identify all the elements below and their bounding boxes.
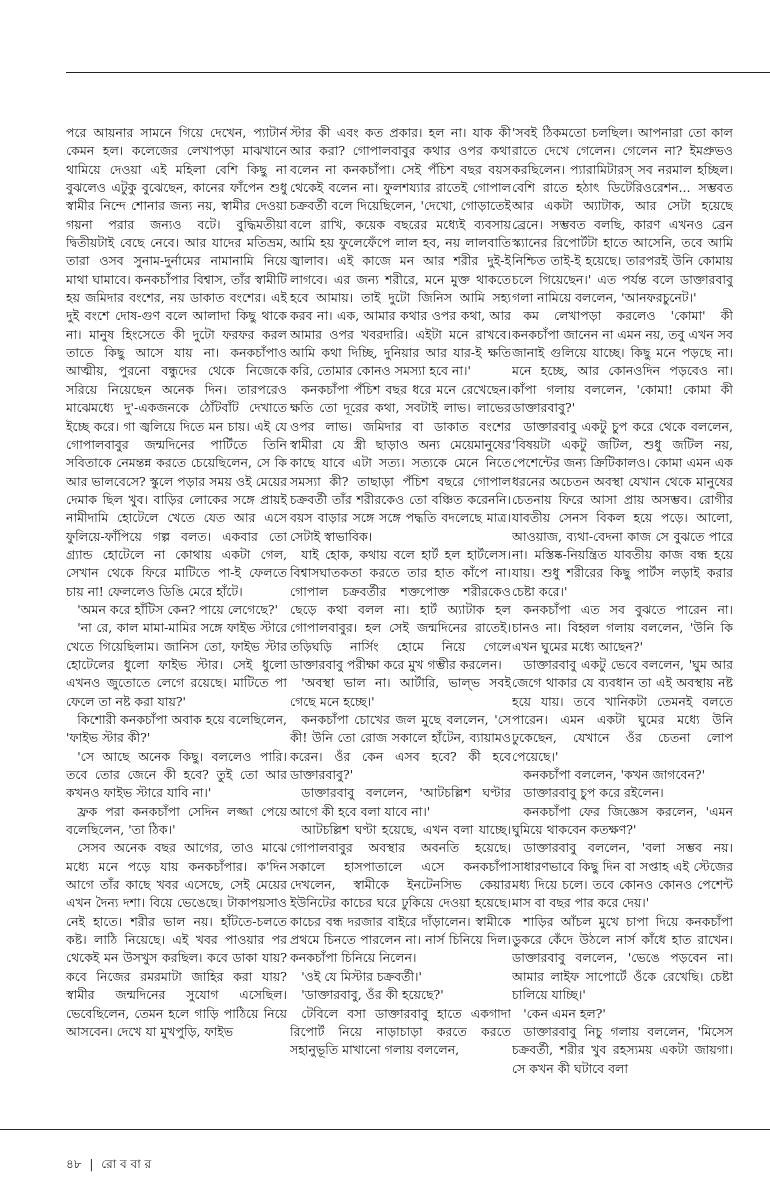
paragraph: যাই হোক, কথায় বলে হার্ট হল হার্টলেস। বিশ্বাসঘাতকতা করতে তার হাত কাঁপে না। গোপাল চক্রবর্তীর শক্তপোক্ত শরীরকেও ছেড়ে কথা বলল না। হার্ট অ্যাটাক হল গোপালবাবুর। হল সেই জন্মদিনের রাতেই। তড়িঘড়ি নার্সিং হোমে নিয়ে গেলে ডাক্তারবাবু পরীক্ষা করে মুখ গম্ভীর করলেন। bbox=[290, 546, 511, 672]
paragraph: ডাক্তারবাবু চুপ করে রইলেন। bbox=[523, 785, 664, 801]
paragraph: ডাক্তারবাবু বললেন, 'বলা সম্ভব নয়। সাধারণভাবে কিছু দিন বা সপ্তাহ এই স্টেজের মধ্য দিয়ে চলে। তবে কোনও কোনও পেশেন্ট মাস বা বছর পার করে দেয়।' bbox=[512, 840, 733, 911]
paragraph: ডাক্তারবাবু বললেন, 'আটচল্লিশ ঘণ্টার আগে কী হবে বলা যাবে না।' bbox=[290, 785, 511, 819]
paragraph: স্টার কী এবং কত প্রকার। হল না। যাক কী আর করা? গোপালবাবুর কথার ওপর কথা বলেন না কনকচাঁপা। সেই পঁচিশ বছর বয়স থেকেই বলেন না। ফুলশয্যার রাতেই গোপাল চক্রবর্তী বলে দিয়েছিলেন, 'দেখো, গোড়াতেই বলে রাখি, কয়েক বছরের মধ্যেই ব্যবসায় আমি হয় ফুলেফেঁপে লাল হব, নয় লালবাতি জ্বালাব। এই কাজে মন আর শরীর দুই-ই লাগবে। এর জন্য শরীরে, মনে মুক্ত থাকতে হবে আমায়। তাই দুটো জিনিস আমি সহ্য করব না। এক, আমার কথার ওপর কথা, আর আমার ওপর খবরদারি। এইটা মনে রাখবে। আমি কথা দিচ্ছি, দুনিয়ার আর যার-ই ক্ষতি করি, তোমার কোনও সমস্যা হবে না।' bbox=[290, 125, 511, 379]
paragraph: 'অবস্থা ভাল না। আর্টারি, ভাল্‌ভ সবই গেছে মনে হচ্ছে।' bbox=[290, 675, 511, 709]
paragraph: কনকচাঁপা ফের জিজ্ঞেস করলেন, 'এমন ঘুমিয়ে থাকবেন কতক্ষণ?' bbox=[512, 803, 733, 838]
paragraph: কিশোরী কনকচাঁপা অবাক হয়ে বলেছিলেন, 'ফাইভ স্টার কী?' bbox=[66, 712, 287, 746]
paragraph: 'কেন এমন হল?' bbox=[523, 1005, 606, 1021]
paragraph: কনকচাঁপা বললেন, 'কখন জাগবেন?' bbox=[523, 767, 706, 783]
page-footer bbox=[66, 1156, 151, 1176]
magazine-name: রো ব বা র bbox=[101, 1157, 152, 1171]
text-column-3 bbox=[512, 124, 733, 1124]
paragraph: ডাক্তারবাবু নিচু গলায় বললেন, 'মিসেস চক্রবর্তী, শরীর খুব রহস্যময় একটা জায়গা। সে কখন কী ঘটাবে বলা bbox=[512, 1023, 733, 1076]
paragraph: ডাক্তারবাবু একটু ভেবে বললেন, 'ঘুম আর জেগে থাকার যে ব্যবধান তা এই অবস্থায় নষ্ট হয়ে যায়। তবে খানিকটা তেমনই বলতে পারেন। এমন একটা ঘুমের মধ্যে উনি ঢুকেছেন, যেখানে ওঁর চেতনা লোপ পেয়েছে।' bbox=[512, 656, 733, 764]
page-number: ৪৮ bbox=[66, 1157, 82, 1171]
paragraph: ফ্রক পরা কনকচাঁপা সেদিন লজ্জা পেয়ে বলেছিলেন, 'তা ঠিক।' bbox=[66, 803, 287, 838]
text-column-1 bbox=[66, 124, 287, 1124]
paragraph: কনকচাঁপা চোখের জল মুছে বললেন, 'সে কী! উনি তো রোজ সকালে হাঁটেন, ব্যায়ামও করেন। ওঁর কেন এসব হবে? কী হবে ডাক্তারবাবু?' bbox=[290, 712, 511, 783]
top-rule bbox=[66, 72, 770, 73]
paragraph: 'সে আছে অনেক কিছু। বললেও পারি। তবে তোর জেনে কী হবে? তুই তো আর কখনও ফাইভ স্টারে যাবি না।' bbox=[66, 748, 287, 801]
paragraph: সেসব অনেক বছর আগের, তাও মাঝে মধ্যে মনে পড়ে যায় কনকচাঁপার। ক'দিন আগে তাঁর কাছে খবর এসেছে, সেই মেয়ের এখন দৈন্য দশা। বিয়ে ভেঙেছে। টাকাপয়সাও নেই হাতে। শরীর ভাল নয়। হাঁটতে-চলতে কষ্ট। লাঠি নিয়েছে। এই খবর পাওয়ার পর থেকেই মন উসখুস করছিল। কবে ডাকা যায়? কবে নিজের রমরমাটা জাহির করা যায়? স্বামীর জন্মদিনের সুযোগ এসেছিল। ভেবেছিলেন, তেমন হলে গাড়ি পাঠিয়ে নিয়ে আসবেন। দেখে যা মুখপুড়ি, ফাইভ bbox=[66, 840, 287, 1039]
paragraph: ডাক্তারবাবু একটু চুপ করে থেকে বললেন, 'বিষয়টা একটু জটিল, শুধু জটিল নয়, পেশেন্টের জন্য ক্রিটিকালও। কোমা এমন এক ধরনের অচেতন অবস্থা যেখান থেকে মানুষের চেতনায় ফিরে আসা প্রায় অসম্ভব। রোগীর যাবতীয় সেনস বিকল হয়ে পড়ে। আলো, আওয়াজ, ব্যথা-বেদনা কাজ সে বুঝতে পারে না। মস্তিষ্ক-নিয়ন্ত্রিত যাবতীয় কাজ বন্ধ হয়ে যায়। শুধু শরীরের কিছু পার্টস লড়াই করার চেষ্টা করে।' bbox=[512, 418, 733, 599]
paragraph: আটচল্লিশ ঘণ্টা হয়েছে, এখন বলা যাচ্ছে। গোপালবাবুর অবস্থার অবনতি হয়েছে। সকালে হাসপাতালে এসে কনকচাঁপা দেখলেন, স্বামীকে ইনটেনসিভ কেয়ার ইউনিটের কাচের ঘরে ঢুকিয়ে দেওয়া হয়েছে। কাচের বন্ধ দরজার বাইরে দাঁড়ালেন। স্বামীকে প্রথমে চিনতে পারলেন না। নার্স চিনিয়ে দিল। কনকচাঁপা চিনিয়ে নিলেন। bbox=[290, 822, 511, 966]
paragraph: টেবিলে বসা ডাক্তারবাবু হাতে একগাদা রিপোর্ট নিয়ে নাড়াচাড়া করতে করতে সহানুভূতি মাখানো গলায় বললেন, bbox=[290, 1005, 511, 1058]
paragraph: কনকচাঁপা পঁচিশ বছর ধরে মনে রেখেছেন। ক্ষতি তো দূরের কথা, সবটাই লাভ। লাভের ওপর লাভ। জমিদার বা ডাকাত বংশের স্বামীরা যে স্ত্রী ছাড়াও অন্য মেয়েমানুষের কাছে যাবে এটা সত্য। সত্যকে মেনে নিতে সমস্যা কী? তাছাড়া পঁচিশ বছরে গোপাল চক্রবর্তী তাঁর শরীরকেও তো বঞ্চিত করেননি। বয়স বাড়ার সঙ্গে সঙ্গে পদ্ধতি বদলেছে মাত্র। সেটাই স্বাভাবিক। bbox=[290, 381, 511, 544]
bottom-rule bbox=[0, 1129, 770, 1130]
paragraph: 'সবই ঠিকমতো চলছিল। আপনারা তো কাল রাতে দেখে গেলেন। গেলেন না? ইমপ্রুভও করছিলেন। প্যারামিটারস্ সব নরমাল হচ্ছিল। বেশি রাতে হঠাৎ ডিটেরিওরেশন... সম্ভবত আর একটা অ্যাটাক, আর সেটা হয়েছে ব্রেনে। সম্ভবত বলছি, কারণ এখনও ব্রেন স্ক্যানের রিপোর্টটা হাতে আসেনি, তবে আমি নিশ্চিত তাই-ই হয়েছে। তারপরই উনি কোমায় চলে গিয়েছেন।' এত পর্যন্ত বলে ডাক্তারবাবু গলা নামিয়ে বললেন, 'আনফরচুনেট।' bbox=[512, 125, 733, 306]
paragraph: শাড়ির আঁচল মুখে চাপা দিয়ে কনকচাঁপা ডুকরে কেঁদে উঠলে নার্স কাঁধে হাত রাখেন। ডাক্তারবাবু বললেন, 'ভেঙে পড়বেন না। আমার লাইফ সাপোর্টে ওঁকে রেখেছি। চেষ্টা চালিয়ে যাচ্ছি।' bbox=[512, 913, 733, 1003]
paragraph: পরে আয়নার সামনে গিয়ে দেখেন, প্যাটার্ন কেমন হল। কলেজের লেখাপড়া মাঝখানে থামিয়ে দেওয়া এই মহিলা বেশি কিছু না বুঝলেও এটুকু বুঝেছেন, কানের ফাঁপেন শুধু স্বামীর নিন্দে শোনার জন্য নয়, স্বামীর দেওয়া গয়না পরার জন্যও বটে। বুদ্ধিমতীয়া দ্বিতীয়টাই বেছে নেবে। আর যাদের মতিভ্রম, তারা ওসব সুনাম-দুর্নামের নামানামি নিয়ে মাথা ঘামাবে। কনকচাঁপার বিশ্বাস, তাঁর স্বামীটি হয় জমিদার বংশের, নয় ডাকাত বংশের। এই দুই বংশে দোষ-গুণ বলে আলাদা কিছু থাকে না। মানুষ হিংসেতে কী দুটো ফরফর করল তাতে কিছু আসে যায় না। কনকচাঁপাও আত্মীয়, পুরনো বন্ধুদের থেকে নিজেকে সরিয়ে নিয়েছেন অনেক দিন। তারপরেও মাঝেমধ্যে দু'-একজনকে ঠোঁটবাঁট দেখাতে ইচ্ছে করে। গা জ্বলিয়ে দিতে মন চায়। এই যে গোপালবাবুর জন্মদিনের পার্টিতে তিনি সবিতাকে নেমন্তন্ন করতে চেয়েছিলেন, সে কি আর ভালবেসে? স্কুলে পড়ার সময় ওই মেয়ের দেমাক ছিল খুব। বাড়ির লোকের সঙ্গে প্রায়ই নামীদামি হোটেলে খেতে যেত আর এসে ফুলিয়ে-ফাঁপিয়ে গল্প বলত। একবার তো গ্র্যান্ড হোটেলে না কোথায় একটা গেল, সেখান থেকে ফিরে মাটিতে পা-ই ফেলতে চায় না! ফেললেও ডিঙি মেরে হাঁটে। bbox=[66, 125, 287, 599]
paragraph: কম লেখাপড়া করলেও 'কোমা' কী কনকচাঁপা জানেন না এমন নয়, তবু এখন সব জানাই গুলিয়ে যাচ্ছে। কিছু মনে পড়ছে না। মনে হচ্ছে, আর কোনওদিন পড়বেও না। কাঁপা গলায় বললেন, 'কোমা! কোমা কী ডাক্তারবাবু?' bbox=[512, 308, 733, 416]
text-column-2 bbox=[290, 124, 511, 1124]
paragraph: 'ডাক্তারবাবু, ওঁর কী হয়েছে?' bbox=[301, 987, 444, 1003]
paragraph: 'না রে, কাল মামা-মামির সঙ্গে ফাইভ স্টারে খেতে গিয়েছিলাম। জানিস তো, ফাইভ স্টার হোটেলের ধুলো ফাইভ স্টার। সেই ধুলো এখনও জুতোতে লেগে রয়েছে। মাটিতে পা ফেলে তা নষ্ট করা যায়?' bbox=[66, 620, 287, 709]
paragraph: 'ওই যে মিস্টার চক্রবর্তী।' bbox=[301, 968, 422, 984]
paragraph: কনকচাঁপা এত সব বুঝতে পারেন না। চানও না। বিহ্বল গলায় বললেন, 'উনি কি এখন ঘুমের মধ্যে আছেন?' bbox=[512, 601, 733, 654]
footer-separator: | bbox=[89, 1157, 94, 1171]
paragraph: 'অমন করে হাঁটিস কেন? পায়ে লেগেছে?' bbox=[77, 601, 279, 617]
